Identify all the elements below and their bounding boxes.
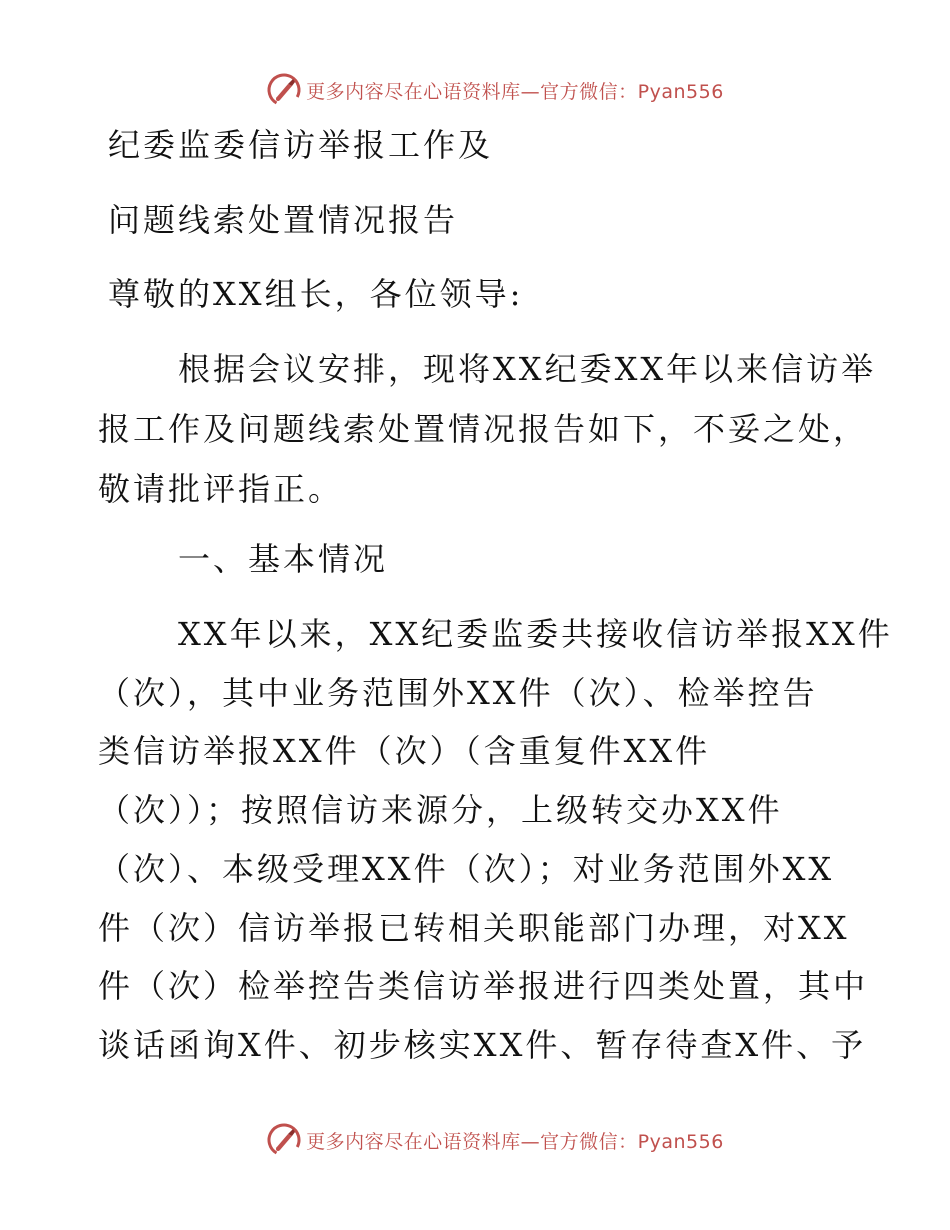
intro-line: 报工作及问题线索处置情况报告如下，不妥之处， <box>98 410 869 448</box>
intro-line: 根据会议安排，现将XX纪委XX年以来信访举 <box>178 350 877 388</box>
header-watermark <box>0 70 950 110</box>
title-line-2: 问题线索处置情况报告 <box>108 201 459 239</box>
body-line: （次））；按照信访来源分，上级转交办XX件 <box>98 791 783 829</box>
body-line: 件（次）检举控告类信访举报进行四类处置，其中 <box>98 967 869 1005</box>
body-line: 谈话函询X件、初步核实XX件、暂存待查X件、予 <box>98 1026 867 1064</box>
body-line: 类信访举报XX件（次）（含重复件XX件 <box>98 732 711 770</box>
salutation: 尊敬的XX组长，各位领导: <box>108 275 524 313</box>
intro-line: 敬请批评指正。 <box>98 470 344 508</box>
watermark-text: 更多内容尽在心语资料库—官方微信：Pyan556 <box>306 1130 724 1153</box>
body-line: XX年以来，XX纪委监委共接收信访举报XX件 <box>178 615 893 653</box>
body-line: 件（次）信访举报已转相关职能部门办理，对XX <box>98 909 850 947</box>
title-line-1: 纪委监委信访举报工作及 <box>108 126 494 164</box>
footer-watermark <box>0 1120 950 1160</box>
body-line: （次），其中业务范围外XX件（次）、检举控告 <box>98 674 818 712</box>
body-line: （次）、本级受理XX件（次）；对业务范围外XX <box>98 850 835 888</box>
section-heading: 一、基本情况 <box>178 540 389 578</box>
pen-seal-logo-icon <box>266 1122 302 1158</box>
pen-seal-logo-icon <box>266 72 302 108</box>
watermark-text: 更多内容尽在心语资料库—官方微信：Pyan556 <box>306 80 724 103</box>
